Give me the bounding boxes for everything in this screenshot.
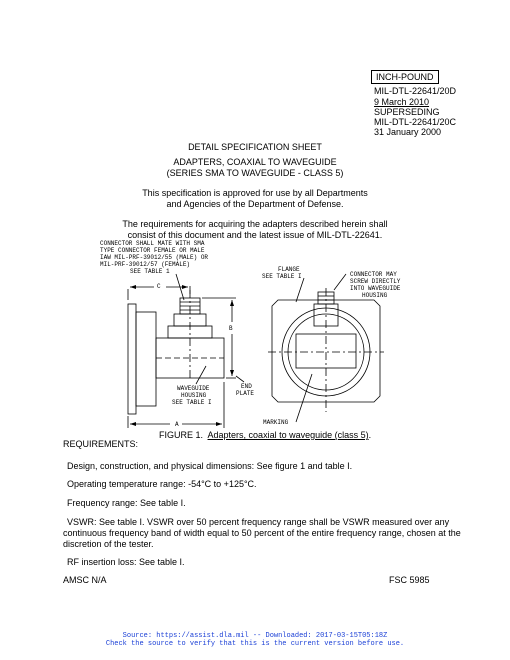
verify-note: Check the source to verify that this is the current version before use. bbox=[105, 640, 405, 648]
note-housing-1: WAVEGUIDE bbox=[177, 385, 210, 392]
superseded-doc: MIL-DTL-22641/20C bbox=[374, 117, 457, 127]
design-paragraph: Design, construction, and physical dimensions: See figure 1 and table I. bbox=[67, 461, 353, 471]
note-screw-4: HOUSING bbox=[362, 292, 388, 299]
title-line-2: (SERIES SMA TO WAVEGUIDE - CLASS 5) bbox=[166, 168, 344, 178]
note-connector-1: CONNECTOR SHALL MATE WITH SMA bbox=[100, 240, 205, 247]
note-connector-2: TYPE CONNECTOR FEMALE OR MALE bbox=[100, 247, 205, 254]
adapter-figure bbox=[0, 238, 510, 433]
sheet-title: DETAIL SPECIFICATION SHEET bbox=[188, 142, 322, 152]
temperature-paragraph: Operating temperature range: -54°C to +125°C. bbox=[67, 479, 257, 489]
note-screw-3: INTO WAVEGUIDE bbox=[350, 285, 401, 292]
rf-loss-paragraph: RF insertion loss: See table I. bbox=[67, 557, 185, 567]
note-housing-2: HOUSING bbox=[181, 392, 207, 399]
title-line-1: ADAPTERS, COAXIAL TO WAVEGUIDE bbox=[173, 157, 337, 167]
vswr-line-2: continuous frequency band of width equal to 50 percent of the entire frequency range, chosen at the bbox=[63, 528, 461, 538]
note-flange-1: FLANGE bbox=[278, 266, 300, 273]
note-end-2: PLATE bbox=[236, 390, 255, 397]
note-end-1: END bbox=[241, 383, 252, 390]
dim-c-label: C bbox=[157, 283, 161, 290]
approval-line-2: and Agencies of the Department of Defense. bbox=[166, 199, 344, 209]
vswr-line-3: discretion of the tester. bbox=[63, 539, 154, 549]
requirements-intro-line-1: The requirements for acquiring the adapters described herein shall bbox=[122, 219, 388, 229]
note-screw-2: SCREW DIRECTLY bbox=[350, 278, 401, 285]
figure-caption bbox=[159, 430, 371, 441]
superseding-label: SUPERSEDING bbox=[374, 107, 440, 117]
note-connector-4: MIL-PRF-39012/57 (FEMALE) bbox=[100, 261, 191, 268]
approval-line-1: This specification is approved for use by all Departments bbox=[142, 188, 368, 198]
requirements-intro-line-2: consist of this document and the latest issue of MIL-DTL-22641. bbox=[127, 230, 383, 240]
frequency-paragraph: Frequency range: See table I. bbox=[67, 498, 186, 508]
doc-date: 9 March 2010 bbox=[374, 97, 430, 107]
dim-b-label: B bbox=[229, 325, 233, 332]
requirements-heading: REQUIREMENTS: bbox=[63, 439, 139, 449]
figure-caption-end: . bbox=[368, 430, 372, 440]
note-connector-5: SEE TABLE 1 bbox=[130, 268, 170, 275]
inch-pound-box: INCH-POUND bbox=[371, 70, 439, 84]
side-flange-body bbox=[136, 312, 156, 406]
amsc-label: AMSC N/A bbox=[63, 575, 107, 585]
note-flange-2: SEE TABLE I bbox=[262, 273, 302, 280]
fsc-label: FSC 5985 bbox=[389, 575, 430, 585]
dim-a-label: A bbox=[175, 421, 179, 428]
source-link[interactable]: Source: https://assist.dla.mil -- Downloaded: 2017-03-15T05:18Z bbox=[122, 632, 388, 640]
note-housing-3: SEE TABLE I bbox=[172, 399, 212, 406]
side-flange bbox=[128, 304, 136, 414]
vswr-line-1: VSWR: See table I. VSWR over 50 percent frequency range shall be VSWR measured over any bbox=[67, 517, 450, 527]
note-screw-1: CONNECTOR MAY bbox=[350, 271, 397, 278]
doc-number: MIL-DTL-22641/20D bbox=[374, 86, 457, 96]
note-marking: MARKING bbox=[263, 419, 289, 426]
figure-caption-text: Adapters, coaxial to waveguide (class 5) bbox=[207, 430, 369, 440]
note-connector-3: IAW MIL-PRF-39012/55 (MALE) OR bbox=[100, 254, 209, 261]
superseded-date: 31 January 2000 bbox=[374, 127, 442, 137]
figure-caption-prefix: FIGURE 1. bbox=[159, 430, 204, 440]
